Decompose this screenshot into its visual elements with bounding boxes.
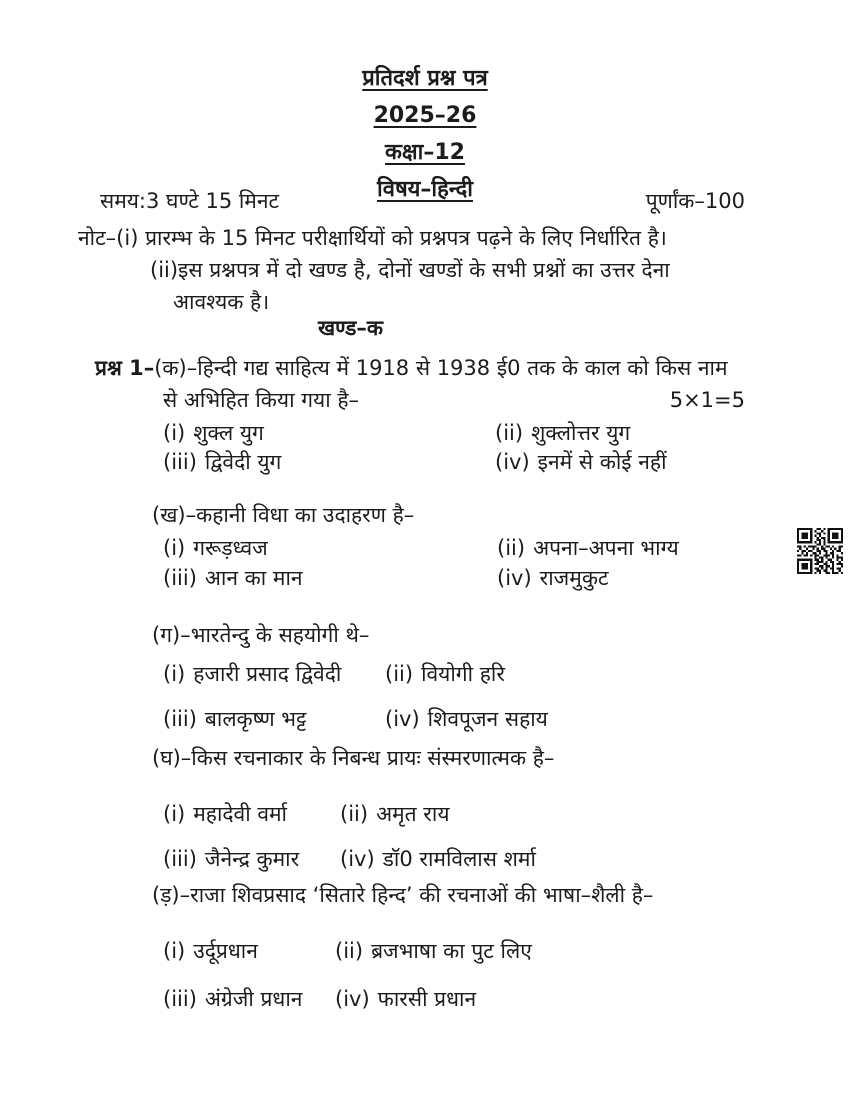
option-number: (ii) (495, 421, 524, 445)
part-dda-options (163, 927, 750, 1023)
option-number: (iv) (385, 707, 420, 731)
option (163, 448, 495, 477)
option-text: शुक्ल युग (193, 421, 264, 445)
option-number: (iv) (335, 987, 370, 1011)
option-number: (i) (163, 421, 186, 445)
option-text: ब्रजभाषा का पुट लिए (371, 939, 532, 963)
option-text: फारसी प्रधान (377, 987, 477, 1011)
part-ka-options (163, 419, 745, 477)
full-marks: पूर्णांक–100 (645, 189, 745, 213)
option (163, 697, 385, 742)
part-ka-text-line1: (क)–हिन्दी गद्य साहित्य में 1918 से 1938 ई0 तक के काल को किस नाम (154, 356, 728, 380)
option (163, 533, 497, 563)
part-kha-options (163, 533, 750, 593)
option (163, 652, 385, 697)
meta-row (100, 188, 745, 214)
option (340, 792, 750, 837)
option (495, 448, 745, 477)
part-dda-heading: (ड़)–राजा शिवप्रसाद ‘सितारे हिन्द’ की रचनाओं की भाषा–शैली है– (152, 883, 654, 907)
class-line: कक्षा–12 (385, 140, 465, 165)
question-1-heading-cont (95, 384, 745, 416)
option-text: वियोगी हरि (421, 662, 505, 686)
option-number: (i) (163, 939, 186, 963)
option-number: (iii) (163, 450, 197, 474)
option (335, 927, 750, 975)
option-number: (ii) (385, 662, 414, 686)
option-text: जैनेन्द्र कुमार (204, 847, 300, 871)
option-row (163, 419, 745, 448)
option (163, 837, 340, 882)
option (163, 419, 495, 448)
paper-title: प्रतिदर्श प्रश्न पत्र (362, 66, 488, 91)
note-2-line1: (ii)इस प्रश्नपत्र में दो खण्ड है, दोनों खण्डों के सभी प्रश्नों का उत्तर देना (150, 258, 670, 282)
option-text: अमृत राय (376, 802, 450, 826)
option (163, 563, 497, 593)
option-text: शिवपूजन सहाय (427, 707, 548, 731)
option-row (163, 533, 750, 563)
option-number: (iii) (163, 707, 197, 731)
option-text: द्विवेदी युग (204, 450, 282, 474)
question-number: प्रश्न 1– (95, 356, 155, 380)
option-row (163, 975, 750, 1023)
option-number: (iii) (163, 566, 197, 590)
option-text: हजारी प्रसाद द्विवेदी (193, 662, 342, 686)
note-2-line2: आवश्यक है। (173, 290, 270, 314)
option (497, 533, 750, 563)
option-text: इनमें से कोई नहीं (537, 450, 667, 474)
part-kha-heading: (ख)–कहानी विधा का उदाहरण है– (152, 503, 415, 527)
option (163, 927, 335, 975)
part-ka-text-line2: से अभिहित किया गया है– (163, 388, 359, 412)
session-year: 2025–26 (373, 103, 477, 128)
option-text: अपना–अपना भाग्य (533, 536, 679, 560)
option (163, 975, 335, 1023)
option-row (163, 927, 750, 975)
option (497, 563, 750, 593)
part-gha-options (163, 792, 750, 882)
option-number: (iv) (340, 847, 375, 871)
qr-code-icon (797, 528, 843, 574)
option-row (163, 697, 750, 742)
paper-header (0, 60, 850, 208)
option (335, 975, 750, 1023)
part-ga-options (163, 652, 750, 742)
option (385, 652, 750, 697)
instructions (78, 222, 745, 318)
note-1: नोट–(i) प्रारम्भ के 15 मिनट परीक्षार्थियों को प्रश्नपत्र पढ़ने के लिए निर्धारित है। (78, 226, 667, 250)
option (495, 419, 745, 448)
option-number: (ii) (497, 536, 526, 560)
option-row (163, 792, 750, 837)
question-1-part-gha (152, 745, 750, 882)
option-number: (i) (163, 802, 186, 826)
option-number: (i) (163, 536, 186, 560)
marks-scheme: 5×1=5 (669, 388, 745, 412)
option (163, 792, 340, 837)
option-number: (ii) (335, 939, 364, 963)
option-text: उर्दूप्रधान (193, 939, 258, 963)
time-allowed: समय:3 घण्टे 15 मिनट (100, 189, 280, 213)
part-ga-heading: (ग)–भारतेन्दु के सहयोगी थे– (152, 623, 370, 647)
option-text: अंग्रेजी प्रधान (204, 987, 303, 1011)
option-number: (iii) (163, 847, 197, 871)
option-row (163, 652, 750, 697)
question-1-part-dda (152, 882, 750, 1023)
option-text: राजमुकुट (539, 566, 609, 590)
option-number: (iii) (163, 987, 197, 1011)
question-1 (95, 352, 745, 477)
part-gha-heading: (घ)–किस रचनाकार के निबन्ध प्रायः संस्मरणात्मक है– (152, 746, 555, 770)
option-number: (iv) (497, 566, 532, 590)
option-number: (iv) (495, 450, 530, 474)
subject-line: विषय–हिन्दी (377, 177, 473, 202)
section-title: खण्ड–क (318, 316, 384, 340)
option (340, 837, 750, 882)
option-text: शुक्लोत्तर युग (531, 421, 631, 445)
option-text: बालकृष्ण भट्ट (204, 707, 307, 731)
option-row (163, 448, 745, 477)
option-number: (i) (163, 662, 186, 686)
question-1-part-ga (152, 622, 750, 742)
option (385, 697, 750, 742)
option-text: महादेवी वर्मा (193, 802, 287, 826)
option-number: (ii) (340, 802, 369, 826)
option-text: गरूड़ध्वज (193, 536, 268, 560)
question-1-part-kha (152, 502, 750, 593)
question-1-heading (95, 352, 745, 384)
option-text: आन का मान (204, 566, 303, 590)
option-row (163, 563, 750, 593)
option-row (163, 837, 750, 882)
option-text: डॉ0 रामविलास शर्मा (382, 847, 536, 871)
